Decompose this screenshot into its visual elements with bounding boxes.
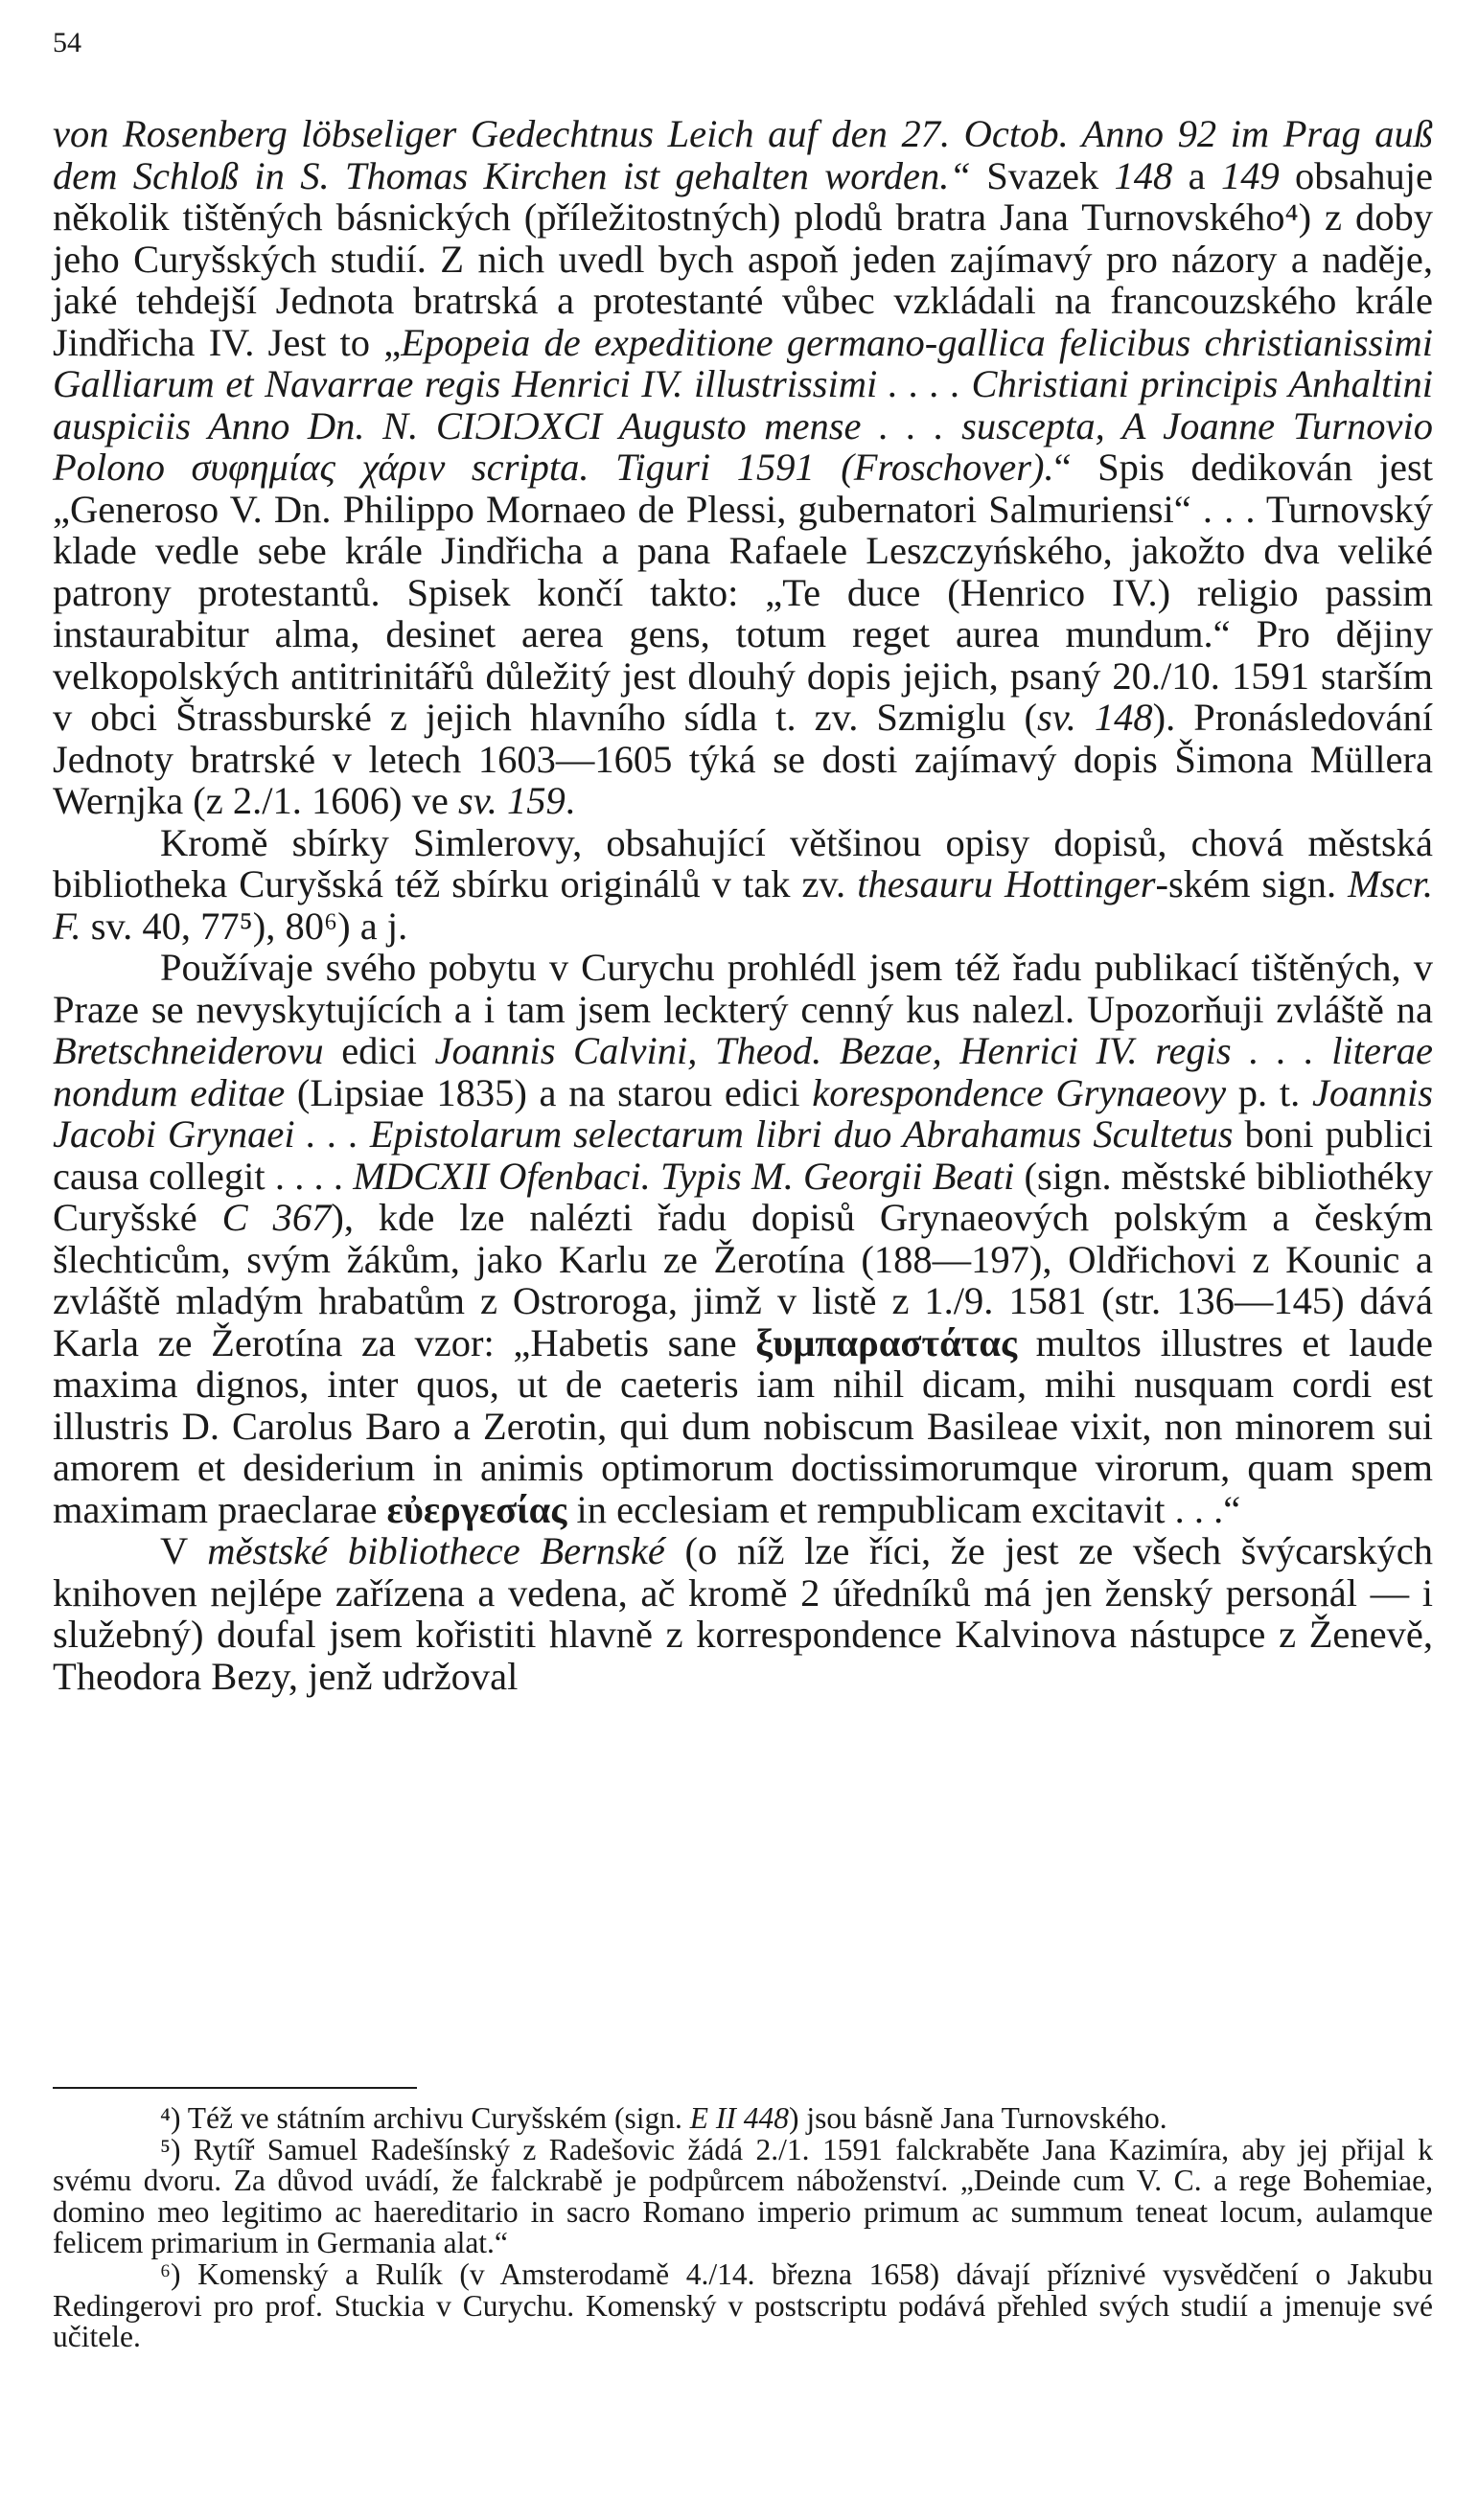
paragraph-publications: Používaje svého pobytu v Curychu prohlédl jsem též řadu publikací tištěných, v Praze se nevyskytujících a i tam jsem leckterý cenný kus nalezl. Upozorňuji zvláště na Bretschneiderovu edici Joannis Calvini, Theod. Bezae, Henrici IV. regis . . . literae nondum editae (Lipsiae 1835) a na starou edici korespondence Grynaeovy p. t. Joannis Jacobi Grynaei . . . Epistolarum selectarum libri duo Abrahamus Scultetus boni publici causa collegit . . . . MDCXII Ofenbaci. Typis M. Georgii Beati (sign. městské bibliothéky Curyšské C 367), kde lze nalézti řadu dopisů Grynaeových polským a českým šlechticům, svým žákům, jako Karlu ze Žerotína (188—197), Oldřichovi z Kounic a zvláště mladým hrabatům z Ostroroga, jimž v listě z 1./9. 1581 (str. 136—145) dává Karla ze Žerotína za vzor: „Habetis sane ξυμπαραστάτας multos illustres et laude maxima dignos, inter quos, ut de caeteris iam nihil dicam, mihi nusquam cordi est illustris D. Carolus Baro a Zerotin, qui dum nobiscum Basileae vixit, non minorem sui amorem et desiderium in animis optimorum doctissimorumque virorum, quam spem maximam praeclarae εὐεργεσίας in ecclesiam et rempublicam excitavit . . .“ (53, 946, 1434, 1531)
footnotes (53, 2103, 1433, 2353)
footnote-5: ⁵) Rytíř Samuel Radešínský z Radešovic žádá 2./1. 1591 falckraběte Jana Kazimíra, aby jej přijal k svému dvoru. Za důvod uvádí, že falckrabě je podpůrcem náboženství. „Deinde cum V. C. a rege Bohemiae, domino meo legitimo ac haereditario in sacro Romano imperio primum ac summum teneat locum, aulamque felicem primarium in Germania alat.“ (53, 2132, 1433, 2260)
main-text (53, 113, 1433, 1697)
footnote-6: ⁶) Komenský a Rulík (v Amsterodamě 4./14. března 1658) dávají příznivé vysvědčení o Jakubu Redingerovi pro prof. Stuckia v Curychu. Komenský v postscriptu podává přehled svých studií a jmenuje své učitele. (53, 2257, 1433, 2354)
paragraph-bern: V městské bibliothece Bernské (o níž lze říci, že jest ze všech švýcarských knihoven nejlépe zařízena a vedena, ač kromě 2 úředníků má jen ženský personál — i služebný) doufal jsem kořistiti hlavně z korrespondence Kalvinova nástupce z Ženevě, Theodora Bezy, jenž udržoval (53, 1529, 1433, 1698)
footnote-4: ⁴) Též ve státním archivu Curyšském (sign. E II 448) jsou básně Jana Turnovského. (160, 2101, 1167, 2135)
paragraph-rosenberg: von Rosenberg löbseliger Gedechtnus Leich auf den 27. Octob. Anno 92 im Prag auß dem Schloß in S. Thomas Kirchen ist gehalten worden.“ Svazek 148 a 149 obsahuje několik tištěných básnických (příležitostných) plodů bratra Jana Turnovského⁴) z doby jeho Curyšských studií. Z nich uvedl bych aspoň jeden zajímavý pro názory a naděje, jaké tehdejší Jednota bratrská a protestanté vůbec vzkládali na francouzského krále Jindřicha IV. Jest to „Epopeia de expeditione germano-gallica felicibus christianissimi Galliarum et Navarrae regis Henrici IV. illustrissimi . . . . Christiani principis Anhaltini auspiciis Anno Dn. N. CIƆIƆXCI Augusto mense . . . suscepta, A Joanne Turnovio Polono συφημίας χάριν scripta. Tiguri 1591 (Froschover).“ Spis dedikován jest „Generoso V. Dn. Philippo Mornaeo de Plessi, gubernatori Salmuriensi“ . . . Turnovský klade vedle sebe krále Jindřicha a pana Rafaele Leszczyńského, jakožto dva veliké patrony protestantů. Spisek končí takto: „Te duce (Henrico IV.) religio passim instaurabitur alma, desinet aerea gens, totum reget aurea mundum.“ Pro dějiny velkopolských antitrinitářů důležitý jest dlouhý dopis jejich, psaný 20./10. 1591 starším v obci Štrassburské z jejich hlavního sídla t. zv. Szmiglu (sv. 148). Pronásledování Jednoty bratrské v letech 1603—1605 týká se dosti zajímavý dopis Šimona Müllera Wernjka (z 2./1. 1606) ve sv. 159. (53, 112, 1433, 822)
page-number: 54 (53, 27, 81, 58)
paragraph-simler: Kromě sbírky Simlerovy, obsahující většinou opisy dopisů, chová městská bibliotheka Curyšská též sbírku originálů v tak zv. thesauru Hottinger-ském sign. Mscr. F. sv. 40, 77⁵), 80⁶) a j. (53, 820, 1433, 948)
footnote-divider (53, 2087, 417, 2089)
